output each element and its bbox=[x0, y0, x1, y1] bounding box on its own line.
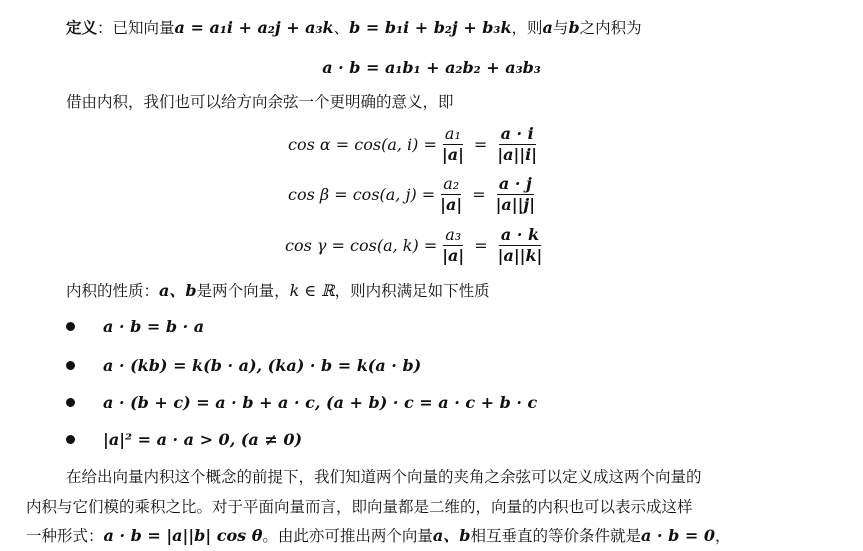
fraction-numerator: a · j bbox=[498, 173, 532, 193]
bullet-icon bbox=[66, 398, 75, 407]
fraction-denominator: |a| bbox=[442, 245, 465, 265]
fraction-numerator: a₁ bbox=[444, 123, 461, 143]
cos-gamma-fraction-2 bbox=[496, 225, 545, 266]
definition-lead: 已知向量 bbox=[112, 19, 175, 37]
cos-beta-lhs: cos β = cos(a, j) = bbox=[288, 184, 436, 204]
paragraph-line3-mid: 。由此亦可推出两个向量 bbox=[262, 527, 433, 545]
paragraph-line3-lead: 一种形式： bbox=[26, 527, 104, 545]
property-commutative: a · b = b · a bbox=[103, 317, 205, 336]
vector-a-symbol: a bbox=[542, 18, 553, 37]
property-positive-definite: |a|² = a · a > 0, (a ≠ 0) bbox=[103, 430, 303, 449]
cos-beta-row bbox=[288, 170, 540, 218]
dot-product-expression: a · b = a₁b₁ + a₂b₂ + a₃b₃ bbox=[322, 58, 541, 77]
paragraph-line-3 bbox=[26, 526, 730, 546]
dot-product-cosine-formula: a · b = |a||b| cos θ bbox=[103, 526, 263, 545]
properties-lead: 内积的性质： bbox=[66, 282, 160, 300]
definition-tail: 之内积为 bbox=[579, 19, 642, 37]
k-in-reals: k ∈ ℝ bbox=[289, 281, 335, 300]
cos-alpha-row bbox=[288, 120, 542, 168]
fraction-numerator: a₂ bbox=[443, 173, 460, 193]
definition-label: 定义 bbox=[66, 19, 98, 37]
dot-product-formula bbox=[0, 58, 863, 78]
equals-sign: = bbox=[474, 235, 488, 255]
fraction-denominator: |a||i| bbox=[497, 144, 538, 164]
cos-alpha-fraction-2 bbox=[495, 124, 539, 165]
fraction-denominator: |a||j| bbox=[495, 194, 536, 214]
vector-b-symbol: b bbox=[568, 18, 580, 37]
paragraph-line-1: 在给出向量内积这个概念的前提下，我们知道两个向量的夹角之余弦可以定义成这两个向量的 bbox=[66, 468, 702, 486]
fraction-numerator: a · k bbox=[500, 224, 540, 244]
vector-a-definition: a = a₁i + a₂j + a₃k bbox=[174, 18, 334, 37]
property-scalar: a · (kb) = k(b · a), (ka) · b = k(a · b) bbox=[103, 356, 422, 375]
fraction-numerator: a · i bbox=[500, 123, 534, 143]
cos-beta-fraction-2 bbox=[494, 174, 537, 215]
cos-beta-fraction-1 bbox=[438, 174, 464, 215]
fraction-denominator: |a| bbox=[441, 144, 464, 164]
fraction-denominator: |a| bbox=[440, 194, 463, 214]
cos-gamma-row bbox=[285, 221, 547, 269]
cos-alpha-fraction-1 bbox=[440, 124, 466, 165]
paragraph-line3-tail: ， bbox=[714, 527, 731, 545]
paragraph-line-2: 内积与它们模的乘积之比。对于平面向量而言，即向量都是二维的，向量的内积也可以表示成这样 bbox=[26, 498, 693, 516]
definition-then: ，则 bbox=[511, 19, 543, 37]
equals-sign: = bbox=[473, 134, 488, 154]
bullet-icon bbox=[66, 361, 75, 370]
properties-tail: ，则内积满足如下性质 bbox=[334, 282, 490, 300]
properties-intro bbox=[66, 281, 490, 301]
definition-and: 与 bbox=[552, 19, 569, 37]
bullet-icon bbox=[66, 322, 75, 331]
cos-gamma-lhs: cos γ = cos(a, k) = bbox=[285, 235, 438, 255]
fraction-numerator: a₃ bbox=[445, 224, 462, 244]
equals-sign: = bbox=[472, 184, 486, 204]
property-distributive: a · (b + c) = a · b + a · c, (a + b) · c = a · c + b · c bbox=[103, 393, 538, 412]
properties-vectors: a、b bbox=[159, 281, 197, 300]
vector-b-definition: b = b₁i + b₂j + b₃k bbox=[349, 18, 512, 37]
paragraph-vectors-ab: a、b bbox=[432, 526, 471, 545]
definition-separator: 、 bbox=[333, 19, 350, 37]
definition-line bbox=[66, 18, 642, 38]
paragraph-line3-mid2: 相互垂直的等价条件就是 bbox=[470, 527, 641, 545]
fraction-denominator: |a||k| bbox=[497, 245, 543, 265]
bullet-icon bbox=[66, 435, 75, 444]
direction-cosine-intro: 借由内积，我们也可以给方向余弦一个更明确的意义，即 bbox=[66, 93, 454, 111]
properties-mid: 是两个向量， bbox=[196, 282, 290, 300]
perpendicular-condition: a · b = 0 bbox=[641, 526, 715, 545]
definition-colon: ： bbox=[97, 19, 113, 37]
cos-gamma-fraction-1 bbox=[440, 225, 466, 266]
cos-alpha-lhs: cos α = cos(a, i) = bbox=[288, 134, 437, 154]
